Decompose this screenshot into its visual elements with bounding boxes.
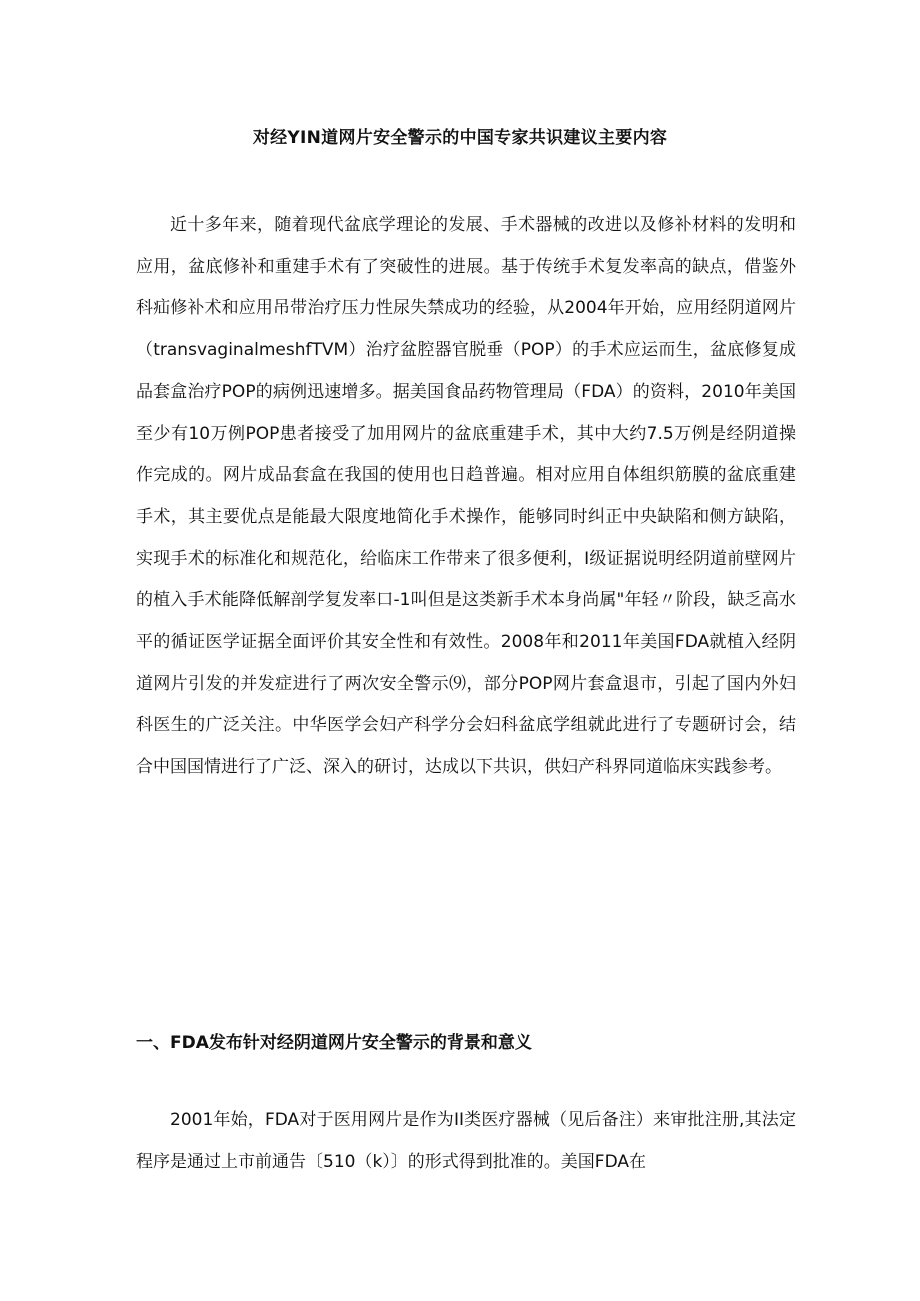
section-paragraph: 2001年始，FDA对于医用网片是作为II类医疗器械（见后备注）来审批注册,其法定程序是通过上市前通告〔510（k）〕的形式得到批准的。美国FDA在 <box>136 1110 796 1172</box>
document-title: 对经YIN道网片安全警示的中国专家共识建议主要内容 <box>252 128 668 148</box>
section-heading: 一、FDA发布针对经阴道网片安全警示的背景和意义 <box>136 1033 532 1053</box>
intro-paragraph: 近十多年来，随着现代盆底学理论的发展、手术器械的改进以及修补材料的发明和应用，盆底修补和重建手术有了突破性的进展。基于传统手术复发率高的缺点，借鉴外科疝修补术和应用吊带治疗压力性尿失禁成功的经验，从2004年开始，应用经阴道网片（transvaginalmeshfTVM）治疗盆腔器官脱垂（POP）的手术应运而生，盆底修复成品套盒治疗POP的病例迅速增多。据美国食品药物管理局（FDA）的资料，2010年美国至少有10万例POP患者接受了加用网片的盆底重建手术，其中大约7.5万例是经阴道操作完成的。网片成品套盒在我国的使用也日趋普遍。相对应用自体组织筋膜的盆底重建手术，其主要优点是能最大限度地简化手术操作，能够同时纠正中央缺陷和侧方缺陷，实现手术的标准化和规范化，给临床工作带来了很多便利，I级证据说明经阴道前壁网片的植入手术能降低解剖学复发率口-1叫但是这类新手术本身尚属"年轻〃阶段，缺乏高水平的循证医学证据全面评价其安全性和有效性。2008年和2011年美国FDA就植入经阴道网片引发的并发症进行了两次安全警示⑼，部分POP网片套盒退市，引起了国内外妇科医生的广泛关注。中华医学会妇产科学分会妇科盆底学组就此进行了专题研讨会，结合中国国情进行了广泛、深入的研讨，达成以下共识，供妇产科界同道临床实践参考。 <box>136 215 796 778</box>
